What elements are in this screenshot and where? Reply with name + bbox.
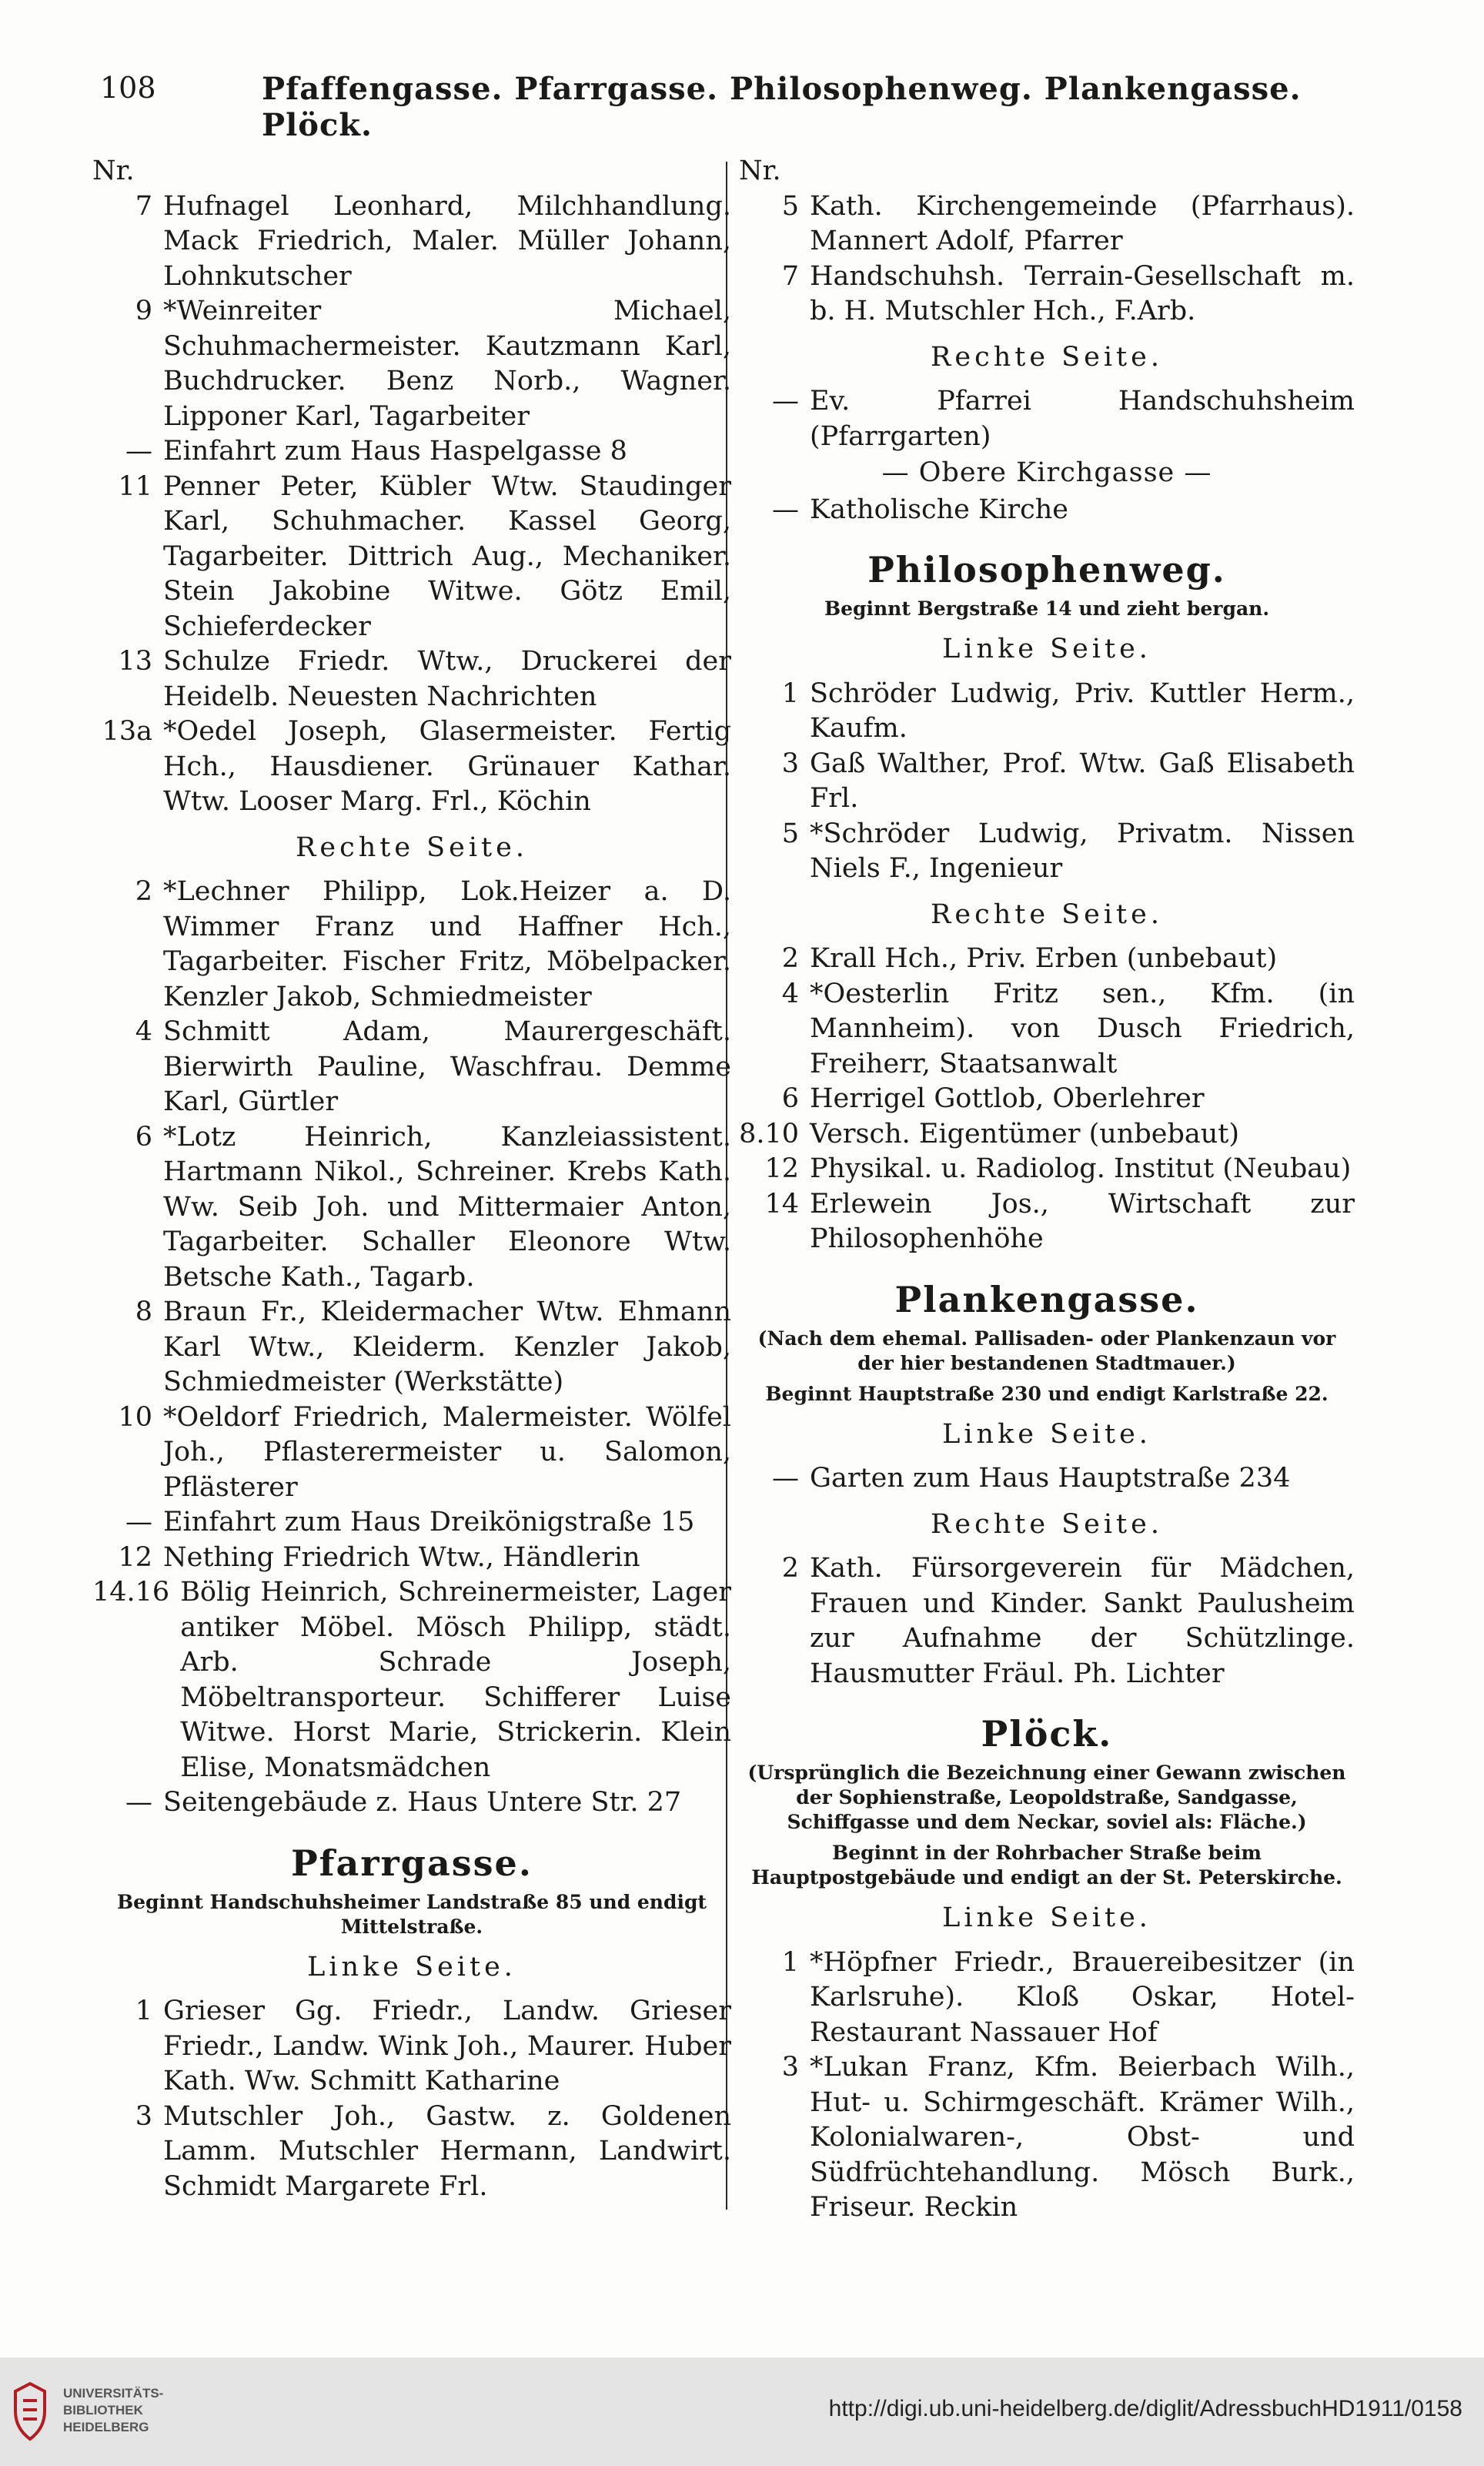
house-number: 2: [135, 876, 152, 907]
footer-bar: [0, 2357, 1484, 2466]
street-heading-plankengasse: Plankengasse.: [894, 1278, 1199, 1320]
entry-text: Mutschler Joh., Gastw. z. Goldenen Lamm. Mutschler Hermann, Landwirt. Schmidt Margarete Frl.: [163, 2100, 731, 2202]
house-number: 4: [135, 1016, 152, 1047]
running-title: Pfaffengasse. Pfarrgasse. Philosophenweg. Plankengasse. Plöck.: [262, 71, 1302, 143]
entry-text: Penner Peter, Kübler Wtw. Staudinger Karl, Schuhmacher. Kassel Georg, Tagarbeiter. Dittrich Aug., Mechaniker. Stein Jakobine Witwe. Götz Emil, Schieferdecker: [163, 470, 731, 642]
house-number: 9: [135, 296, 152, 326]
logo-line: HEIDELBERG: [63, 2420, 149, 2434]
directory-entry: [739, 977, 1355, 1082]
house-number: 4: [781, 978, 799, 1009]
house-number: 5: [781, 818, 799, 849]
house-number: —: [772, 1463, 799, 1494]
street-note: Beginnt Hauptstraße 230 und endigt Karlstraße 22.: [765, 1382, 1329, 1405]
street-heading-ploeck: Plöck.: [981, 1713, 1113, 1755]
library-logo-icon: [11, 2381, 49, 2442]
section-heading: Rechte Seite.: [931, 341, 1163, 373]
directory-entry: [739, 384, 1355, 454]
entry-text: *Oesterlin Fritz sen., Kfm. (in Mannheim). von Dusch Friedrich, Freiherr, Staatsanwalt: [810, 978, 1355, 1079]
entry-text: Erlewein Jos., Wirtschaft zur Philosophenhöhe: [810, 1188, 1355, 1254]
subheading-obere-kirchgasse: — Obere Kirchgasse —: [881, 457, 1212, 488]
entry-text: Katholische Kirche: [810, 494, 1068, 525]
entry-text: Braun Fr., Kleidermacher Wtw. Ehmann Karl Wtw., Kleiderm. Kenzler Jakob, Schmiedmeister (Werkstätte): [163, 1297, 731, 1397]
directory-entry: [92, 1295, 731, 1400]
street-heading-philosophenweg: Philosophenweg.: [867, 549, 1226, 591]
entry-text: *Schröder Ludwig, Privatm. Nissen Niels F., Ingenieur: [810, 818, 1355, 884]
entry-text: *Höpfner Friedr., Brauereibesitzer (in Karlsruhe). Kloß Oskar, Hotel-Restaurant Nassauer Hof: [810, 1946, 1355, 2048]
street-note: (Ursprünglich die Bezeichnung einer Gewann zwischen der Sophienstraße, Leopoldstraße, Sandgasse, Schiffgasse und dem Neckar, soviel als: Fläche.): [747, 1762, 1346, 1833]
entry-list: [739, 189, 1355, 330]
directory-entry: [739, 1082, 1355, 1117]
street-note: Beginnt in der Rohrbacher Straße beim Hauptpostgebäude und endigt an der St. Peterskirche.: [751, 1842, 1342, 1889]
section-heading: Rechte Seite.: [296, 831, 528, 863]
logo-line: UNIVERSITÄTS-: [63, 2386, 164, 2401]
entry-text: Versch. Eigentümer (unbebaut): [810, 1118, 1240, 1149]
house-number: 2: [781, 1553, 799, 1584]
entry-text: Schulze Friedr. Wtw., Druckerei der Heidelb. Neuesten Nachrichten: [163, 646, 731, 712]
house-number: —: [772, 386, 799, 417]
library-logo-text: [63, 2385, 163, 2436]
directory-entry: [739, 677, 1355, 747]
house-number: 1: [781, 1946, 799, 1978]
page-number: 108: [100, 71, 156, 105]
house-number: 11: [118, 470, 152, 502]
page-header: [100, 71, 1370, 143]
directory-entry: [92, 875, 731, 1015]
directory-entry: [92, 1541, 731, 1576]
entry-list: [739, 384, 1355, 454]
directory-entry: [739, 493, 1355, 528]
entry-text: Seitengebäude z. Haus Untere Str. 27: [163, 1787, 682, 1818]
nr-heading: Nr.: [739, 156, 781, 186]
directory-entry: [92, 714, 731, 820]
section-heading: Linke Seite.: [942, 634, 1151, 664]
entry-text: Herrigel Gottlob, Oberlehrer: [810, 1083, 1205, 1114]
entry-text: *Lotz Heinrich, Kanzleiassistent. Hartmann Nikol., Schreiner. Krebs Kath. Ww. Seib Joh. und Mittermaier Anton, Tagarbeiter. Schaller Eleonore Wtw. Betsche Kath., Tagarb.: [163, 1121, 731, 1293]
house-number: 12: [764, 1153, 799, 1184]
entry-text: Schröder Ludwig, Priv. Kuttler Herm., Kaufm.: [810, 678, 1355, 744]
entry-text: Kath. Fürsorgeverein für Mädchen, Frauen und Kinder. Sankt Paulusheim zur Aufnahme der Schützlinge. Hausmutter Fräul. Ph. Lichter: [810, 1553, 1355, 1689]
directory-entry: [92, 434, 731, 470]
entry-text: Bölig Heinrich, Schreinermeister, Lager antiker Möbel. Mösch Philipp, städt. Arb. Schrade Joseph, Möbeltransporteur. Schifferer Luise Witwe. Horst Marie, Strickerin. Klein Elise, Monatsmädchen: [180, 1577, 731, 1783]
house-number: 3: [781, 748, 799, 779]
house-number: 14: [764, 1188, 799, 1220]
left-column: [92, 154, 731, 2204]
entry-text: Gaß Walther, Prof. Wtw. Gaß Elisabeth Frl.: [810, 748, 1355, 814]
house-number: —: [772, 494, 799, 525]
entry-text: *Lechner Philipp, Lok.Heizer a. D. Wimmer Franz und Haffner Hch., Tagarbeiter. Fischer Fritz, Möbelpacker. Kenzler Jakob, Schmiedmeister: [163, 876, 731, 1012]
house-number: 3: [135, 2100, 152, 2132]
directory-entry: [92, 1994, 731, 2100]
house-number: 6: [781, 1083, 799, 1114]
street-heading-pfarrgasse: Pfarrgasse.: [291, 1842, 533, 1884]
entry-text: Grieser Gg. Friedr., Landw. Grieser Friedr., Landw. Wink Joh., Maurer. Huber Kath. Ww. Schmitt Katharine: [163, 1996, 731, 2096]
house-number: 12: [118, 1541, 152, 1573]
directory-entry: [739, 2050, 1355, 2226]
entry-text: Garten zum Haus Hauptstraße 234: [810, 1463, 1291, 1494]
entry-text: *Weinreiter Michael, Schuhmachermeister. Kautzmann Karl, Buchdrucker. Benz Norb., Wagner. Lipponer Karl, Tagarbeiter: [163, 296, 731, 432]
directory-entry: [739, 1117, 1355, 1153]
directory-entry: [739, 189, 1355, 259]
directory-entry: [92, 1400, 731, 1506]
entry-text: Krall Hch., Priv. Erben (unbebaut): [810, 943, 1278, 974]
street-note: Beginnt Bergstraße 14 und zieht bergan.: [824, 597, 1270, 620]
entry-text: Nething Friedrich Wtw., Händlerin: [163, 1541, 640, 1573]
directory-entry: [92, 2100, 731, 2205]
entry-text: Ev. Pfarrei Handschuhsheim (Pfarrgarten): [810, 386, 1355, 452]
entry-text: Einfahrt zum Haus Haspelgasse 8: [163, 436, 627, 467]
entry-text: Hufnagel Leonhard, Milchhandlung. Mack Friedrich, Maler. Müller Johann, Lohnkutscher: [163, 190, 731, 292]
entry-list: [92, 875, 731, 1821]
house-number: 6: [135, 1121, 152, 1153]
section-heading: Linke Seite.: [942, 1902, 1151, 1933]
house-number: 13a: [102, 716, 152, 747]
section-heading: Rechte Seite.: [931, 1508, 1163, 1540]
logo-line: BIBLIOTHEK: [63, 2403, 143, 2417]
house-number: 14.16: [92, 1577, 170, 1608]
entry-text: *Oedel Joseph, Glasermeister. Fertig Hch., Hausdiener. Grünauer Kathar. Wtw. Looser Marg. Frl., Köchin: [163, 716, 731, 817]
directory-entry: [92, 644, 731, 714]
directory-entry: [739, 1946, 1355, 2051]
entry-text: *Oeldorf Friedrich, Malermeister. Wölfel Joh., Pflasterermeister u. Salomon, Pflästerer: [163, 1401, 731, 1503]
directory-entry: [92, 1015, 731, 1120]
house-number: 3: [781, 2052, 799, 2083]
entry-list: [739, 677, 1355, 887]
entry-text: Schmitt Adam, Maurergeschäft. Bierwirth Pauline, Waschfrau. Demme Karl, Gürtler: [163, 1016, 731, 1117]
directory-entry: [739, 1187, 1355, 1257]
entry-list: [739, 1461, 1355, 1497]
entry-list: [739, 942, 1355, 1257]
directory-entry: [739, 747, 1355, 817]
house-number: 13: [118, 646, 152, 677]
street-note: (Nach dem ehemal. Pallisaden- oder Plankenzaun vor der hier bestandenen Stadtmauer.): [757, 1327, 1336, 1374]
house-number: 1: [781, 678, 799, 709]
entry-list: [739, 493, 1355, 528]
source-url-link[interactable]: http://digi.ub.uni-heidelberg.de/diglit/AdressbuchHD1911/0158: [828, 2396, 1462, 2421]
entry-text: Handschuhsh. Terrain-Gesellschaft m. b. H. Mutschler Hch., F.Arb.: [810, 260, 1355, 326]
house-number: 1: [135, 1996, 152, 2026]
directory-entry: [739, 259, 1355, 330]
street-note: Beginnt Handschuhsheimer Landstraße 85 und endigt Mittelstraße.: [117, 1890, 707, 1938]
house-number: 7: [781, 260, 799, 292]
entry-list: [739, 1946, 1355, 2226]
directory-entry: [92, 1575, 731, 1785]
right-column: [739, 154, 1355, 2226]
entry-list: [739, 1551, 1355, 1691]
directory-entry: [92, 189, 731, 295]
entry-list: [92, 1994, 731, 2204]
house-number: —: [125, 436, 152, 467]
house-number: 2: [781, 943, 799, 974]
house-number: 7: [135, 190, 152, 222]
section-heading: Rechte Seite.: [931, 898, 1163, 930]
directory-entry: [739, 942, 1355, 977]
entry-text: *Lukan Franz, Kfm. Beierbach Wilh., Hut- u. Schirmgeschäft. Krämer Wilh., Kolonialwaren-, Obst- und Südfrüchtehandlung. Mösch Burk., Friseur. Reckin: [810, 2052, 1355, 2223]
directory-entry: [739, 1461, 1355, 1497]
house-number: 10: [118, 1401, 152, 1433]
directory-entry: [92, 1120, 731, 1296]
directory-entry: [92, 1785, 731, 1821]
directory-entry: [92, 1505, 731, 1541]
house-number: 8.10: [739, 1118, 799, 1149]
section-heading: Linke Seite.: [942, 1418, 1151, 1450]
house-number: —: [125, 1787, 152, 1818]
nr-heading: Nr.: [92, 156, 135, 186]
entry-text: Einfahrt zum Haus Dreikönigstraße 15: [163, 1507, 695, 1537]
house-number: 5: [781, 190, 799, 222]
house-number: 8: [135, 1297, 152, 1327]
entry-text: Kath. Kirchengemeinde (Pfarrhaus). Mannert Adolf, Pfarrer: [810, 190, 1355, 256]
directory-entry: [739, 1551, 1355, 1691]
directory-entry: [739, 817, 1355, 887]
house-number: —: [125, 1507, 152, 1537]
directory-entry: [739, 1152, 1355, 1187]
section-heading: Linke Seite.: [307, 1951, 516, 1983]
directory-entry: [92, 294, 731, 434]
directory-entry: [92, 470, 731, 645]
entry-list: [92, 189, 731, 820]
entry-text: Physikal. u. Radiolog. Institut (Neubau): [810, 1153, 1352, 1184]
